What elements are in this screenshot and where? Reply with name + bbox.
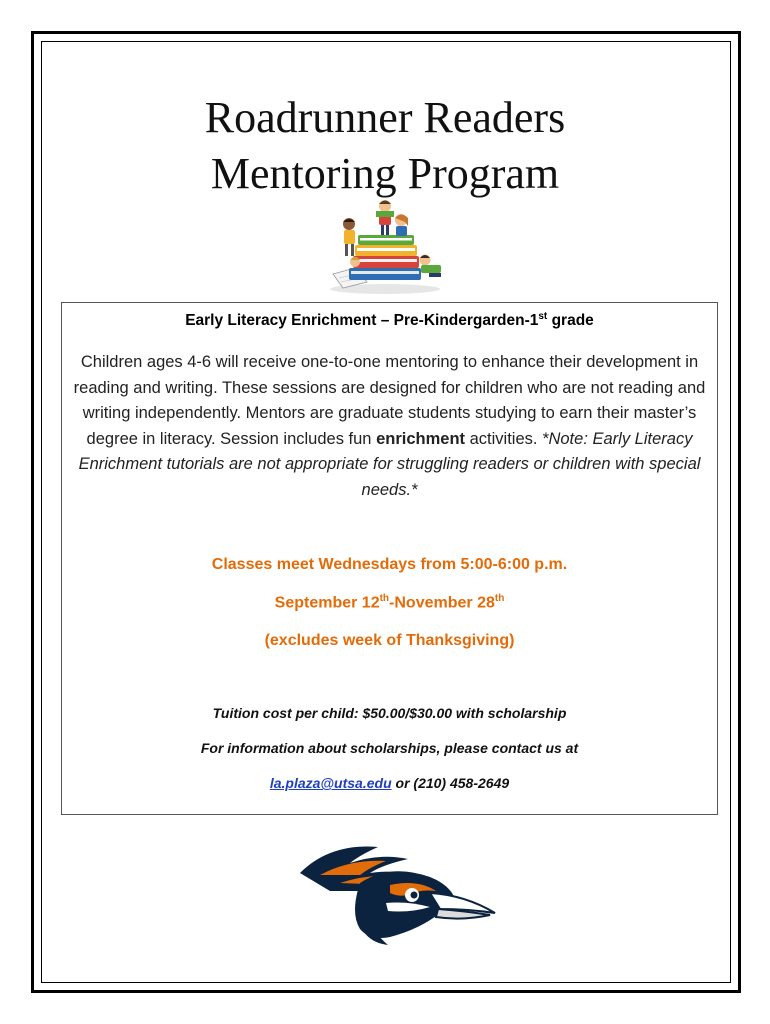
roadrunner-logo-icon [290,833,500,949]
phone-number: or (210) 458-2649 [391,775,510,791]
email-link[interactable]: la.plaza@utsa.edu [269,775,392,791]
schedule-excludes: (excludes week of Thanksgiving) [264,632,515,649]
contact-line [61,775,718,791]
description-part-1: Children ages 4-6 will receive one-to-one mentoring to enhance their development in reading and writing. These sessions are designed for children who are not reading and writing independently. Mentors are graduate students studying to earn their master’s degree in literacy. Session includes fun [73,353,706,448]
page-title [0,90,770,202]
title-line-2: Mentoring Program [210,149,560,198]
schedule-dates [61,593,718,612]
title-line-1: Roadrunner Readers [204,93,566,142]
kids-reading-books-icon [325,196,445,296]
schedule-meets: Classes meet Wednesdays from 5:00-6:00 p.m. [211,556,568,573]
schedule-start-sup: th [379,593,390,604]
program-heading [61,311,718,330]
description-bold: enrichment [376,429,466,448]
description-note: *Note: Early Literacy Enrichment tutorials are not appropriate for struggling readers or children with special needs.* [78,429,701,499]
contact-intro: For information about scholarships, please contact us at [200,740,579,756]
schedule-start: September 12 [274,594,380,612]
schedule-end: -November 28 [389,594,495,612]
description-part-2: activities. [465,429,543,448]
schedule-end-sup: th [494,593,505,604]
program-description [64,350,715,503]
heading-text: Early Literacy Enrichment – Pre-Kindergarden-1 [185,312,539,330]
heading-sup: st [538,311,548,322]
tuition-info: Tuition cost per child: $50.00/$30.00 with scholarship [212,705,567,721]
heading-after: grade [547,312,594,330]
